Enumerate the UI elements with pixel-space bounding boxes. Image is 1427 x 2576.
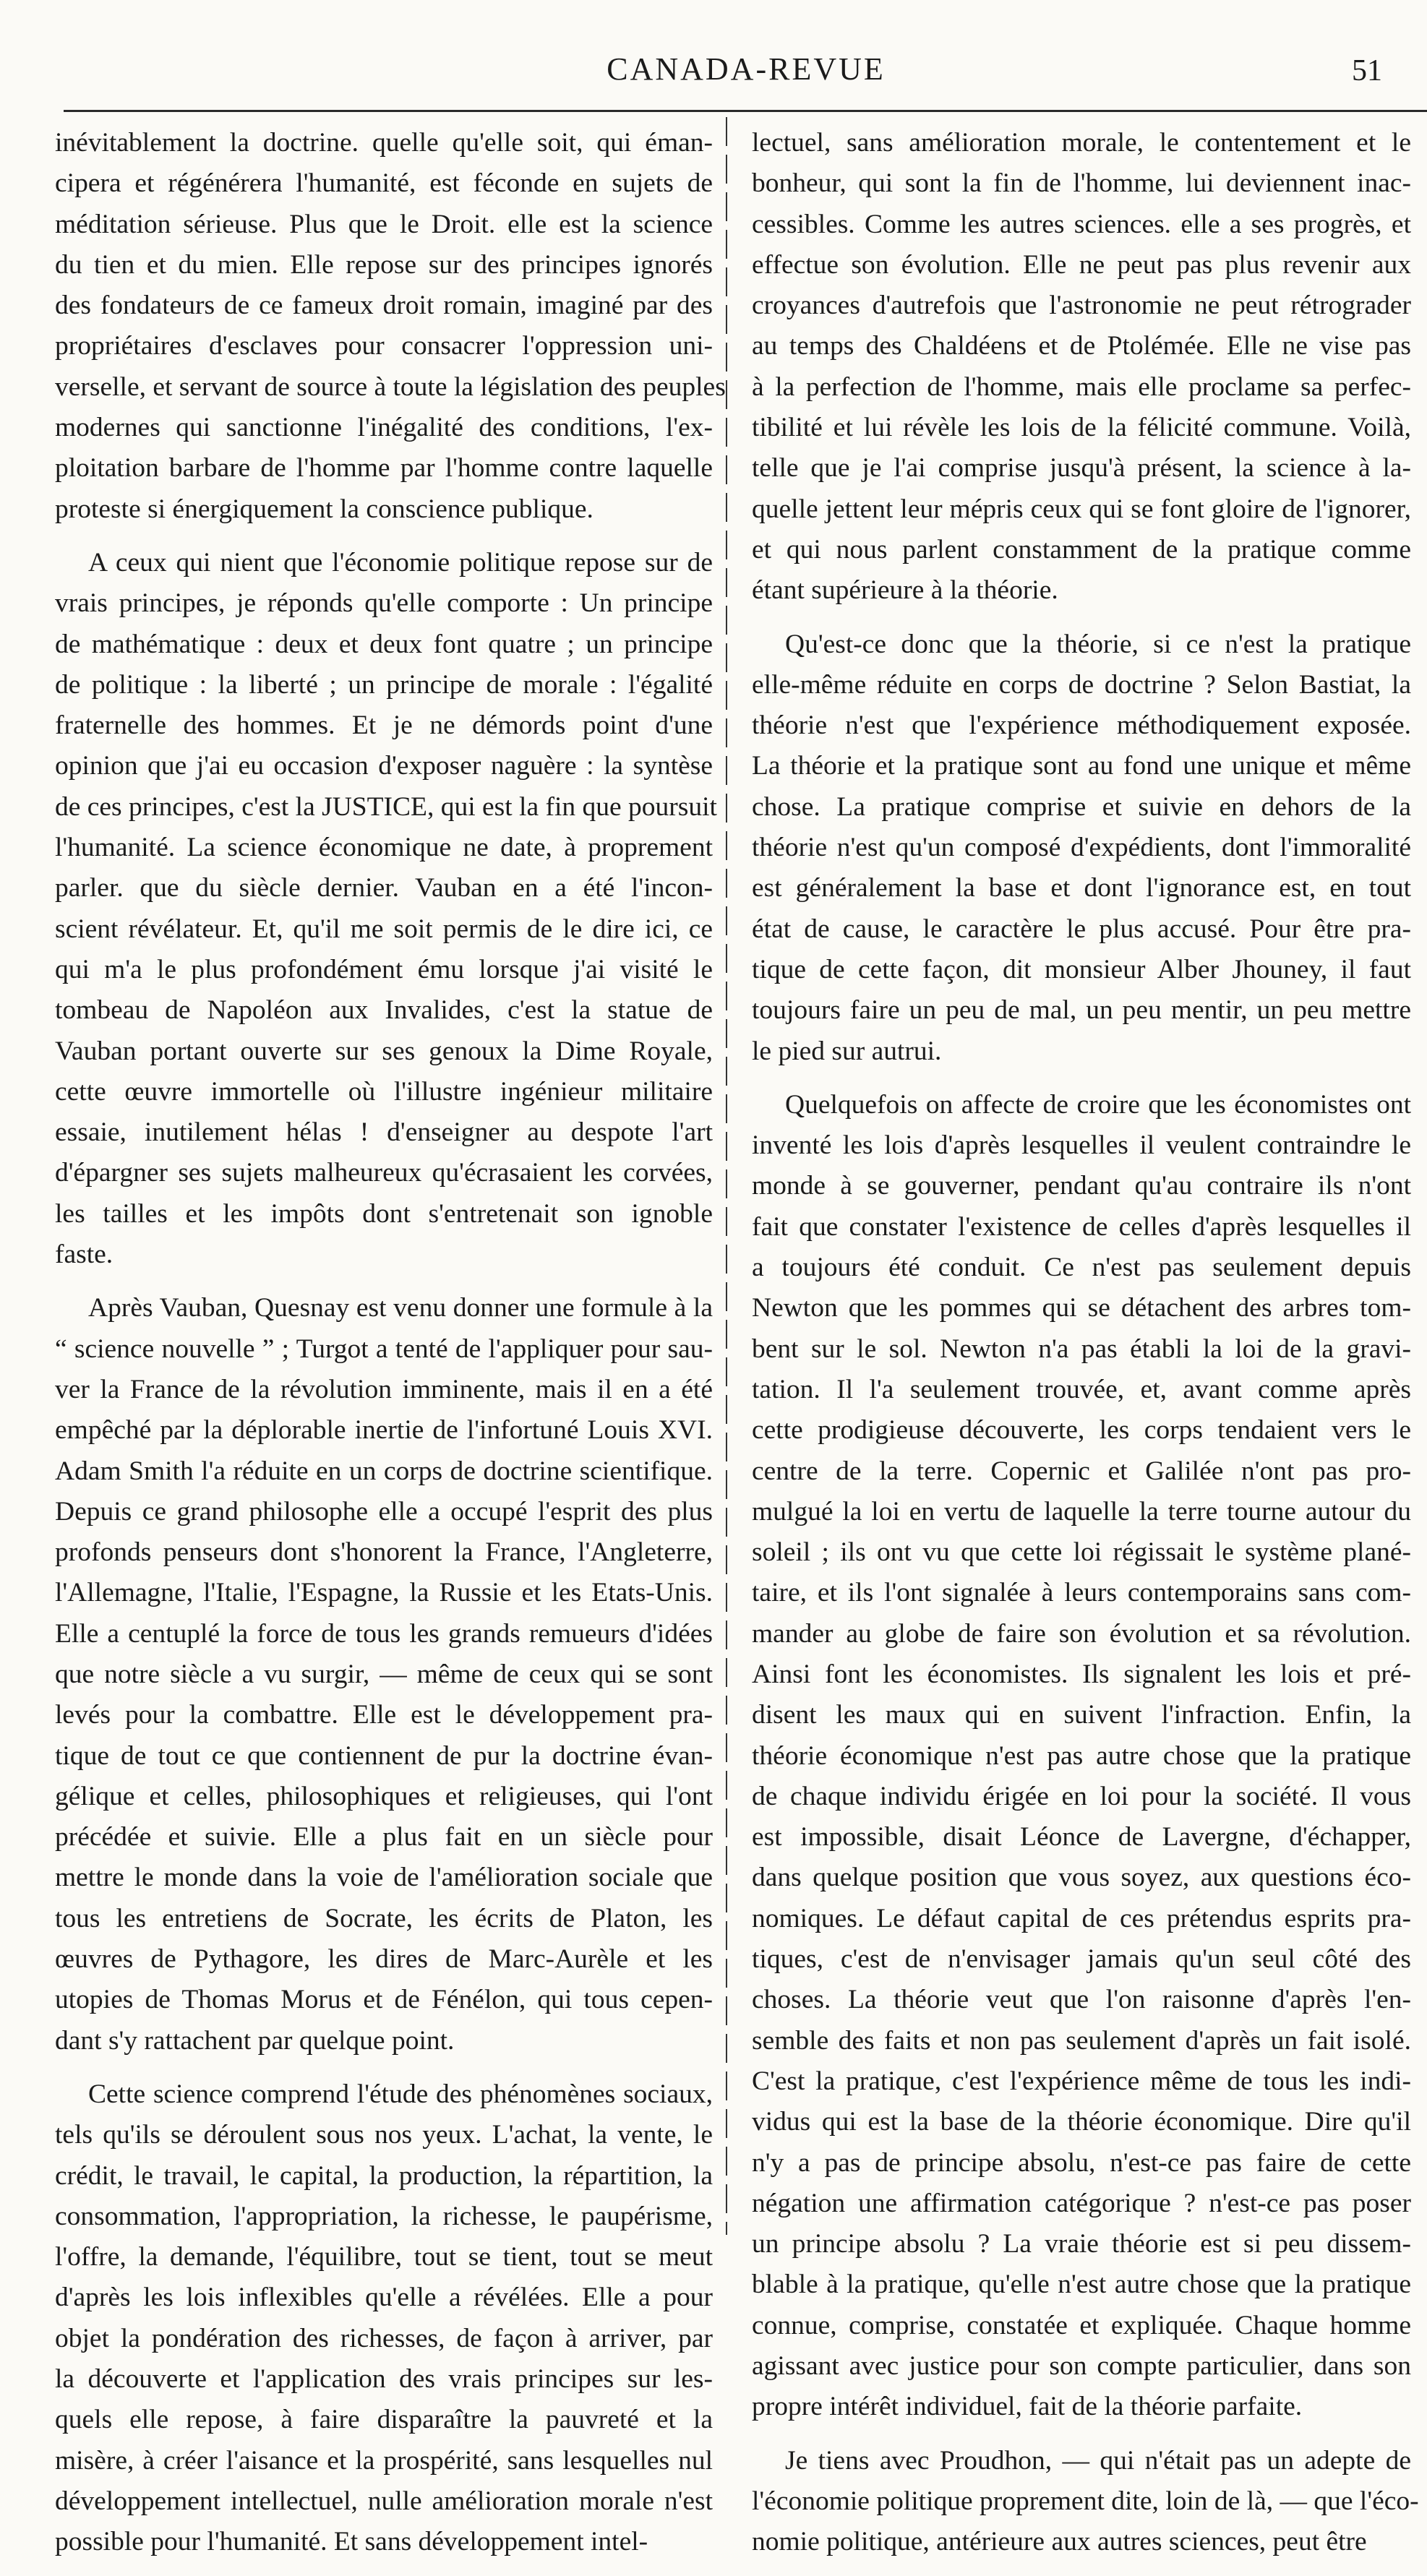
text-line: Ainsi font les économistes. Ils signalent les lois et pré- — [752, 1659, 1411, 1689]
text-line: étant supérieure à la théorie. — [752, 575, 1058, 606]
text-line: est impossible, disait Léonce de Lavergne, d'échapper, — [752, 1822, 1411, 1852]
text-line: qui m'a le plus profondément ému lorsque j'ai visité le — [55, 954, 713, 984]
text-line: vidus qui est la base de la théorie économique. Dire qu'il — [752, 2107, 1411, 2137]
text-line: Elle a centuplé la force de tous les grands remueurs d'idées — [55, 1618, 713, 1649]
text-line: levés pour la combattre. Elle est le développement pra- — [55, 1700, 713, 1730]
text-line: œuvres de Pythagore, les dires de Marc-Aurèle et les — [55, 1944, 713, 1975]
text-line: propriétaires d'esclaves pour consacrer l'oppression uni- — [55, 331, 713, 361]
text-line: empêché par la déplorable inertie de l'infortuné Louis XVI. — [55, 1415, 713, 1446]
paragraph — [55, 543, 717, 1275]
text-line: blable à la pratique, qu'elle n'est autre chose que la pratique — [752, 2270, 1411, 2300]
text-line: l'Allemagne, l'Italie, l'Espagne, la Russie et les Etats-Unis. — [55, 1578, 713, 1608]
text-line: Cette science comprend l'étude des phénomènes sociaux, — [88, 2079, 713, 2109]
running-header — [64, 45, 1427, 110]
header-rule — [64, 110, 1427, 112]
text-line: chose. La pratique comprise et suivie en dehors de la — [752, 791, 1411, 822]
text-line: méditation sérieuse. Plus que le Droit. elle est la science — [55, 209, 713, 239]
text-line: dant s'y rattachent par quelque point. — [55, 2025, 455, 2056]
text-line: tels qu'ils se déroulent sous nos yeux. L'achat, la vente, le — [55, 2120, 713, 2150]
text-line: précédée et suivie. Elle a plus fait en un siècle pour — [55, 1822, 713, 1852]
left-column — [55, 123, 726, 2576]
text-line: l'économie politique proprement dite, loin de là, — que l'éco- — [752, 2486, 1419, 2516]
text-line: le pied sur autrui. — [752, 1036, 942, 1066]
text-line: au temps des Chaldéens et de Ptolémée. Elle ne vise pas — [752, 331, 1411, 361]
text-line: mander au globe de faire son évolution et sa révolution. — [752, 1618, 1411, 1649]
text-line: tibilité et lui révèle les lois de la félicité commune. Voilà, — [752, 413, 1411, 443]
text-line: dans quelque position que vous soyez, aux questions éco- — [752, 1863, 1411, 1893]
text-line: tation. Il l'a seulement trouvée, et, avant comme après — [752, 1374, 1411, 1404]
text-line: que notre siècle a vu surgir, — même de ceux qui se sont — [55, 1659, 713, 1689]
text-line: monde à se gouverner, pendant qu'au contraire ils n'ont — [752, 1171, 1411, 1201]
text-line: objet la pondération des richesses, de façon à arriver, par — [55, 2323, 713, 2353]
text-line: bonheur, qui sont la fin de l'homme, lui deviennent inac- — [752, 168, 1411, 199]
text-line: fraternelle des hommes. Et je ne démords point d'une — [55, 710, 713, 741]
text-line: lectuel, sans amélioration morale, le contentement et le — [752, 128, 1411, 158]
text-line: toujours faire un peu de mal, un peu mentir, un peu mettre — [752, 995, 1411, 1026]
paragraph — [752, 1085, 1411, 2428]
text-line: du tien et du mien. Elle repose sur des principes ignorés — [55, 249, 713, 280]
text-line: cessibles. Comme les autres sciences. elle a ses progrès, et — [752, 209, 1411, 239]
text-line: la découverte et l'application des vrais principes sur les- — [55, 2364, 713, 2395]
text-line: les tailles et les impôts dont s'entretenait son ignoble — [55, 1198, 713, 1229]
text-line: a toujours été conduit. Ce n'est pas seulement depuis — [752, 1253, 1411, 1283]
text-line: mulgué la loi en vertu de laquelle la terre tourne autour du — [752, 1496, 1411, 1527]
text-line: tous les entretiens de Socrate, les écrits de Platon, les — [55, 1903, 713, 1933]
text-line: cette œuvre immortelle où l'illustre ingénieur militaire — [55, 1076, 713, 1107]
text-line: Je tiens avec Proudhon, — qui n'était pas un adepte de — [785, 2445, 1411, 2476]
right-column — [752, 123, 1419, 2576]
text-line: vrais principes, je réponds qu'elle comporte : Un principe — [55, 588, 713, 619]
text-line: agissant avec justice pour son compte particulier, dans son — [752, 2351, 1411, 2382]
page-number: 51 — [1352, 54, 1382, 87]
text-line: théorie économique n'est pas autre chose que la pratique — [752, 1740, 1411, 1771]
text-line: inévitablement la doctrine. quelle qu'elle soit, qui éman- — [55, 128, 713, 158]
text-line: modernes qui sanctionne l'inégalité des conditions, l'ex- — [55, 413, 713, 443]
text-line: nomiques. Le défaut capital de ces prétendus esprits pra- — [752, 1903, 1411, 1933]
text-line: Newton que les pommes qui se détachent des arbres tom- — [752, 1293, 1411, 1323]
text-line: l'offre, la demande, l'équilibre, tout se tient, tout se meut — [55, 2242, 713, 2272]
column-divider — [726, 117, 727, 2235]
text-line: Depuis ce grand philosophe elle a occupé l'esprit des plus — [55, 1496, 713, 1527]
text-line: misère, à créer l'aisance et la prospérité, sans lesquelles nul — [55, 2445, 713, 2476]
text-line: de mathématique : deux et deux font quatre ; un principe — [55, 629, 713, 659]
text-line: scient révélateur. Et, qu'il me soit permis de le dire ici, ce — [55, 914, 713, 944]
text-line: connue, comprise, constatée et expliquée. Chaque homme — [752, 2310, 1411, 2340]
text-line: elle-même réduite en corps de doctrine ? Selon Bastiat, la — [752, 669, 1411, 700]
text-line: tique de tout ce que contiennent de pur la doctrine évan- — [55, 1740, 713, 1771]
text-line: théorie n'est qu'un composé d'expédients, dont l'immoralité — [752, 833, 1411, 863]
text-line: ver la France de la révolution imminente, mais il en a été — [55, 1374, 713, 1404]
text-line: Qu'est-ce donc que la théorie, si ce n'est la pratique — [785, 629, 1411, 659]
text-line: fait que constater l'existence de celles d'après lesquelles il — [752, 1211, 1411, 1242]
text-line: Vauban portant ouverte sur ses genoux la Dime Royale, — [55, 1036, 713, 1066]
text-line: C'est la pratique, c'est l'expérience même de tous les indi- — [752, 2066, 1411, 2096]
text-line: un principe absolu ? La vraie théorie est si peu dissem- — [752, 2229, 1411, 2259]
text-line: état de cause, le caractère le plus accusé. Pour être pra- — [752, 914, 1411, 944]
text-line: A ceux qui nient que l'économie politique repose sur de — [88, 547, 713, 578]
text-line: proteste si énergiquement la conscience publique. — [55, 494, 593, 524]
text-line: choses. La théorie veut que l'on raisonne d'après l'en- — [752, 1985, 1411, 2015]
text-line: Quelquefois on affecte de croire que les économistes ont — [785, 1089, 1411, 1120]
text-line: effectue son évolution. Elle ne peut pas plus revenir aux — [752, 249, 1411, 280]
text-line: de politique : la liberté ; un principe de morale : l'égalité — [55, 669, 713, 700]
text-line: faste. — [55, 1240, 113, 1270]
text-line: tique de cette façon, dit monsieur Alber Jhouney, il faut — [752, 954, 1411, 984]
text-line: cipera et régénérera l'humanité, est féconde en sujets de — [55, 168, 713, 199]
text-line: n'y a pas de principe absolu, n'est-ce pas faire de cette — [752, 2147, 1411, 2178]
text-line: ploitation barbare de l'homme par l'homme contre laquelle — [55, 453, 713, 484]
text-line: crédit, le travail, le capital, la production, la répartition, la — [55, 2160, 713, 2191]
paragraph — [752, 123, 1411, 611]
text-line: quels elle repose, à faire disparaître la pauvreté et la — [55, 2405, 713, 2435]
text-line: opinion que j'ai eu occasion d'exposer naguère : la syntèse — [55, 751, 713, 781]
text-line: tiques, c'est de n'envisager jamais qu'un seul côté des — [752, 1944, 1411, 1975]
text-line: nomie politique, antérieure aux autres sciences, peut être — [752, 2527, 1367, 2557]
text-line: mettre le monde dans la voie de l'amélioration sociale que — [55, 1863, 713, 1893]
paragraph — [752, 2441, 1419, 2563]
text-line: utopies de Thomas Morus et de Fénélon, qui tous cepen- — [55, 1985, 713, 2015]
text-line: croyances d'autrefois que l'astronomie ne peut rétrograder — [752, 291, 1411, 321]
text-line: d'épargner ses sujets malheureux qu'écrasaient les corvées, — [55, 1158, 713, 1188]
text-line: négation une affirmation catégorique ? n'est-ce pas poser — [752, 2188, 1411, 2218]
paragraph — [55, 1288, 713, 2061]
text-line: l'humanité. La science économique ne date, à proprement — [55, 833, 713, 863]
text-line: inventé les lois d'après lesquelles il veulent contraindre le — [752, 1130, 1411, 1161]
paragraph — [752, 624, 1411, 1072]
text-line: à la perfection de l'homme, mais elle proclame sa perfec- — [752, 372, 1411, 402]
text-line: verselle, et servant de source à toute la législation des peuples — [55, 372, 726, 402]
text-line: de chaque individu érigée en loi pour la société. Il vous — [752, 1781, 1411, 1811]
text-line: consommation, l'appropriation, la richesse, le paupérisme, — [55, 2201, 713, 2231]
text-line: La théorie et la pratique sont au fond une unique et même — [752, 751, 1411, 781]
text-line: soleil ; ils ont vu que cette loi régissait le système plané- — [752, 1537, 1411, 1568]
paragraph — [55, 123, 726, 530]
text-line: parler. que du siècle dernier. Vauban en a été l'incon- — [55, 873, 713, 903]
text-line: “ science nouvelle ” ; Turgot a tenté de l'appliquer pour sau- — [55, 1334, 713, 1364]
text-line: Adam Smith l'a réduite en un corps de doctrine scientifique. — [55, 1456, 713, 1486]
text-line: d'après les lois inflexibles qu'elle a révélées. Elle a pour — [55, 2283, 713, 2313]
text-line: des fondateurs de ce fameux droit romain, imaginé par des — [55, 291, 713, 321]
text-line: essaie, inutilement hélas ! d'enseigner au despote l'art — [55, 1117, 713, 1148]
text-line: semble des faits et non pas seulement d'après un fait isolé. — [752, 2025, 1411, 2056]
text-line: telle que je l'ai comprise jusqu'à présent, la science à la- — [752, 453, 1411, 484]
text-line: de ces principes, c'est la JUSTICE, qui est la fin que poursuit — [55, 791, 717, 822]
journal-title: CANADA-REVUE — [607, 51, 886, 87]
text-line: taire, et ils l'ont signalée à leurs contemporains sans com- — [752, 1578, 1411, 1608]
text-line: cette prodigieuse découverte, les corps tendaient vers le — [752, 1415, 1411, 1446]
text-line: Après Vauban, Quesnay est venu donner une formule à la — [88, 1293, 713, 1323]
text-line: possible pour l'humanité. Et sans développement intel- — [55, 2527, 648, 2557]
text-line: profonds penseurs dont s'honorent la France, l'Angleterre, — [55, 1537, 713, 1568]
text-line: théorie n'est que l'expérience méthodiquement exposée. — [752, 710, 1411, 741]
text-line: développement intellectuel, nulle amélioration morale n'est — [55, 2486, 713, 2516]
text-line: propre intérêt individuel, fait de la théorie parfaite. — [752, 2392, 1303, 2422]
text-line: bent sur le sol. Newton n'a pas établi la loi de la gravi- — [752, 1334, 1411, 1364]
text-line: tombeau de Napoléon aux Invalides, c'est la statue de — [55, 995, 713, 1026]
text-line: centre de la terre. Copernic et Galilée n'ont pas pro- — [752, 1456, 1411, 1486]
text-line: disent les maux qui en suivent l'infraction. Enfin, la — [752, 1700, 1411, 1730]
text-line: et qui nous parlent constamment de la pratique comme — [752, 534, 1411, 564]
text-line: est généralement la base et dont l'ignorance est, en tout — [752, 873, 1411, 903]
text-line: gélique et celles, philosophiques et religieuses, qui l'ont — [55, 1781, 713, 1811]
text-line: quelle jettent leur mépris ceux qui se font gloire de l'ignorer, — [752, 494, 1411, 524]
paragraph — [55, 2074, 713, 2563]
